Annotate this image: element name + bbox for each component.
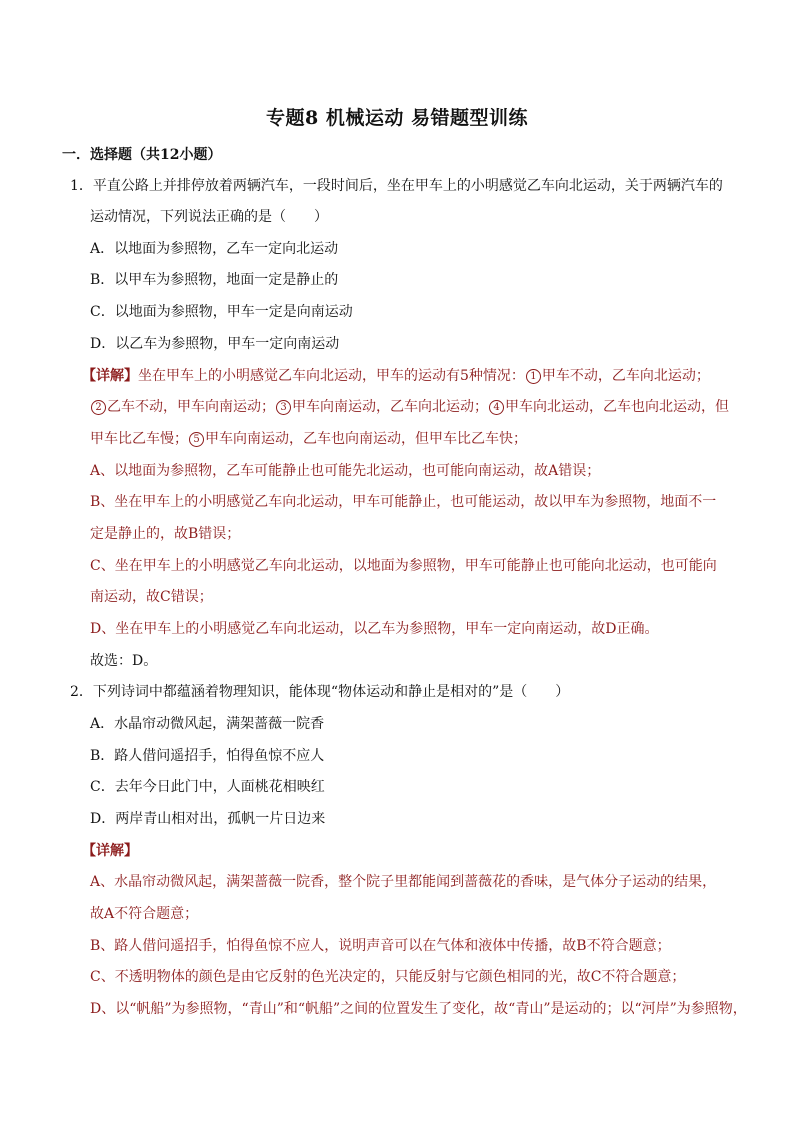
q2-explain-c: C、不透明物体的颜色是由它反射的色光决定的，只能反射与它颜色相同的光，故C不符合题意； bbox=[90, 969, 686, 985]
section-heading: 一．选择题（共12小题） bbox=[62, 147, 222, 163]
page-title: 专题8 机械运动 易错题型训练 bbox=[266, 107, 528, 129]
q1-stem-line2: 运动情况，下列说法正确的是（ ） bbox=[90, 209, 328, 225]
q1-explain-tag: 【详解】 bbox=[82, 368, 138, 384]
q1-explain-a: A、以地面为参照物，乙车可能静止也可能先北运动，也可能向南运动，故A错误； bbox=[90, 463, 601, 479]
q1-explain-b2: 定是静止的，故B错误； bbox=[90, 526, 241, 542]
circled-number: 5 bbox=[189, 432, 204, 447]
q2-option-a: A．水晶帘动微风起，满架蔷薇一院香 bbox=[90, 716, 325, 732]
circled-number: 4 bbox=[489, 400, 504, 415]
circled-number: 1 bbox=[526, 369, 541, 384]
q2-option-d: D．两岸青山相对出，孤帆一片日边来 bbox=[90, 811, 326, 827]
q2-explain-a2: 故A不符合题意； bbox=[90, 906, 199, 922]
q1-option-b: B．以甲车为参照物，地面一定是静止的 bbox=[90, 272, 339, 288]
q2-explain-b: B、路人借问遥招手，怕得鱼惊不应人，说明声音可以在气体和液体中传播，故B不符合题意； bbox=[90, 938, 671, 954]
q1-explain-b1: B、坐在甲车上的小明感觉乙车向北运动，甲车可能静止，也可能运动，故以甲车为参照物，地面不一 bbox=[90, 494, 717, 510]
circled-number: 3 bbox=[276, 400, 291, 415]
q1-option-d: D．以乙车为参照物，甲车一定向南运动 bbox=[90, 336, 340, 352]
q1-stem-line1: 1．平直公路上并排停放着两辆汽车，一段时间后，坐在甲车上的小明感觉乙车向北运动，关于两辆汽车的 bbox=[70, 178, 723, 194]
q1-explain-c1: C、坐在甲车上的小明感觉乙车向北运动，以地面为参照物，甲车可能静止也可能向北运动，也可能向 bbox=[90, 558, 717, 574]
q2-stem: 2．下列诗词中都蕴涵着物理知识，能体现“物体运动和静止是相对的”是（ ） bbox=[70, 684, 570, 700]
q2-explain-a1: A、水晶帘动微风起，满架蔷薇一院香，整个院子里都能闻到蔷薇花的香味，是气体分子运动的结果， bbox=[90, 874, 717, 890]
q1-explain-line2: 2 乙车不动，甲车向南运动； 3 甲车向南运动，乙车向北运动； 4 甲车向北运动，乙车也向北运动，但 bbox=[90, 397, 729, 417]
q1-answer: 故选：D。 bbox=[90, 653, 158, 669]
circled-number: 2 bbox=[91, 400, 106, 415]
q1-explain-d: D、坐在甲车上的小明感觉乙车向北运动，以乙车为参照物，甲车一定向南运动，故D正确。 bbox=[90, 621, 659, 637]
q1-explain-line1: 【详解】坐在甲车上的小明感觉乙车向北运动，甲车的运动有5种情况： 1 甲车不动，乙车向北运动； bbox=[82, 368, 710, 384]
q2-option-c: C．去年今日此门中，人面桃花相映红 bbox=[90, 779, 325, 795]
q2-option-b: B．路人借问遥招手，怕得鱼惊不应人 bbox=[90, 748, 325, 764]
q1-option-a: A．以地面为参照物，乙车一定向北运动 bbox=[90, 241, 339, 257]
q1-explain-line3: 甲车比乙车慢； 5 甲车向南运动，乙车也向南运动，但甲车比乙车快； bbox=[90, 431, 527, 447]
q2-explain-tag: 【详解】 bbox=[82, 843, 138, 859]
q2-explain-d: D、以“帆船”为参照物，“青山”和“帆船”之间的位置发生了变化，故“青山”是运动的；以“河岸”为参照物， bbox=[90, 1001, 747, 1017]
q1-option-c: C．以地面为参照物，甲车一定是向南运动 bbox=[90, 304, 353, 320]
q1-explain-c2: 南运动，故C错误； bbox=[90, 589, 213, 605]
